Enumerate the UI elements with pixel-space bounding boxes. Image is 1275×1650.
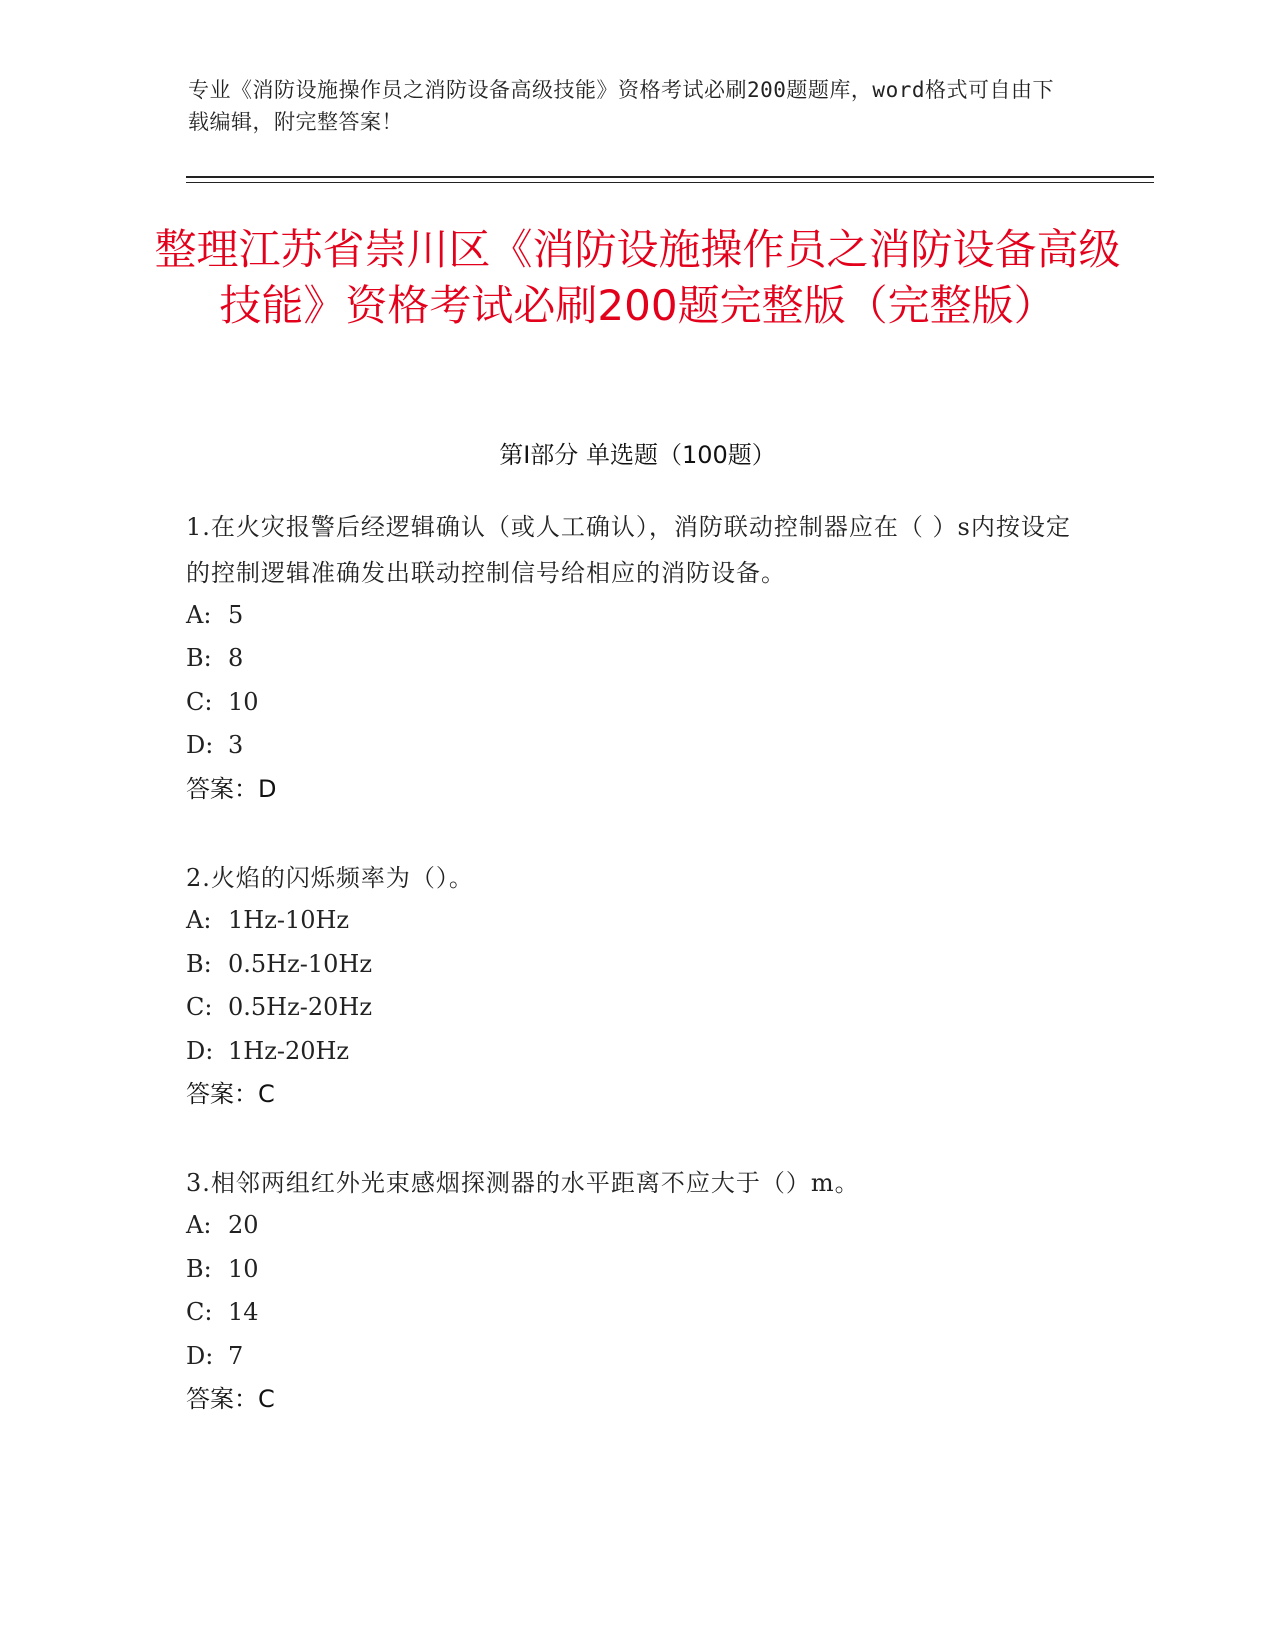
option-value: 0.5Hz-20Hz bbox=[228, 993, 372, 1021]
question-1-answer bbox=[186, 772, 276, 806]
option-label: A: bbox=[186, 601, 212, 629]
answer-label: 答案： bbox=[186, 775, 258, 803]
question-1-text: 1.在火灾报警后经逻辑确认（或人工确认），消防联动控制器应在（ ）s内按设定的控制逻辑准确发出联动控制信号给相应的消防设备。 bbox=[186, 513, 1071, 587]
question-1-option-b bbox=[186, 641, 243, 675]
option-label: B: bbox=[186, 950, 212, 978]
question-2-option-c bbox=[186, 990, 372, 1024]
question-2-answer bbox=[186, 1077, 275, 1111]
option-label: D: bbox=[186, 1342, 214, 1370]
question-3-option-c bbox=[186, 1295, 259, 1329]
question-3-answer bbox=[186, 1382, 275, 1416]
option-value: 1Hz-10Hz bbox=[228, 906, 350, 934]
question-1-option-a bbox=[186, 598, 243, 632]
question-3-text: 3.相邻两组红外光束感烟探测器的水平距离不应大于（）m。 bbox=[186, 1169, 860, 1197]
option-label: A: bbox=[186, 1211, 212, 1239]
question-2-option-d bbox=[186, 1034, 349, 1068]
option-value: 3 bbox=[228, 731, 244, 759]
option-label: B: bbox=[186, 644, 212, 672]
answer-value: C bbox=[258, 1385, 275, 1413]
option-value: 7 bbox=[228, 1342, 244, 1370]
option-label: B: bbox=[186, 1255, 212, 1283]
question-2-option-b bbox=[186, 947, 372, 981]
header-divider-thick bbox=[186, 176, 1154, 178]
option-value: 14 bbox=[228, 1298, 259, 1326]
section-heading: 第Ⅰ部分 单选题（100题） bbox=[499, 441, 776, 469]
option-value: 10 bbox=[228, 688, 259, 716]
answer-value: D bbox=[258, 775, 277, 803]
question-3-option-b bbox=[186, 1252, 259, 1286]
option-value: 10 bbox=[228, 1255, 259, 1283]
question-2-text: 2.火焰的闪烁频率为（）。 bbox=[186, 864, 474, 892]
option-label: A: bbox=[186, 906, 212, 934]
option-value: 8 bbox=[228, 644, 244, 672]
header-divider-thin bbox=[186, 182, 1154, 183]
answer-value: C bbox=[258, 1080, 275, 1108]
question-3-option-a bbox=[186, 1208, 259, 1242]
option-value: 1Hz-20Hz bbox=[228, 1037, 350, 1065]
answer-label: 答案： bbox=[186, 1385, 258, 1413]
question-1-option-d bbox=[186, 728, 243, 762]
option-label: D: bbox=[186, 731, 214, 759]
option-value: 5 bbox=[228, 601, 244, 629]
option-label: C: bbox=[186, 688, 213, 716]
option-label: C: bbox=[186, 993, 213, 1021]
option-value: 20 bbox=[228, 1211, 259, 1239]
question-3-option-d bbox=[186, 1339, 243, 1373]
header-note: 专业《消防设施操作员之消防设备高级技能》资格考试必刷200题题库，word格式可自由下载编辑，附完整答案！ bbox=[188, 78, 1054, 134]
question-2-option-a bbox=[186, 903, 349, 937]
document-title: 整理江苏省崇川区《消防设施操作员之消防设备高级技能》资格考试必刷200题完整版（完整版） bbox=[154, 225, 1121, 330]
option-value: 0.5Hz-10Hz bbox=[228, 950, 372, 978]
question-1-option-c bbox=[186, 685, 259, 719]
option-label: C: bbox=[186, 1298, 213, 1326]
answer-label: 答案： bbox=[186, 1080, 258, 1108]
option-label: D: bbox=[186, 1037, 214, 1065]
